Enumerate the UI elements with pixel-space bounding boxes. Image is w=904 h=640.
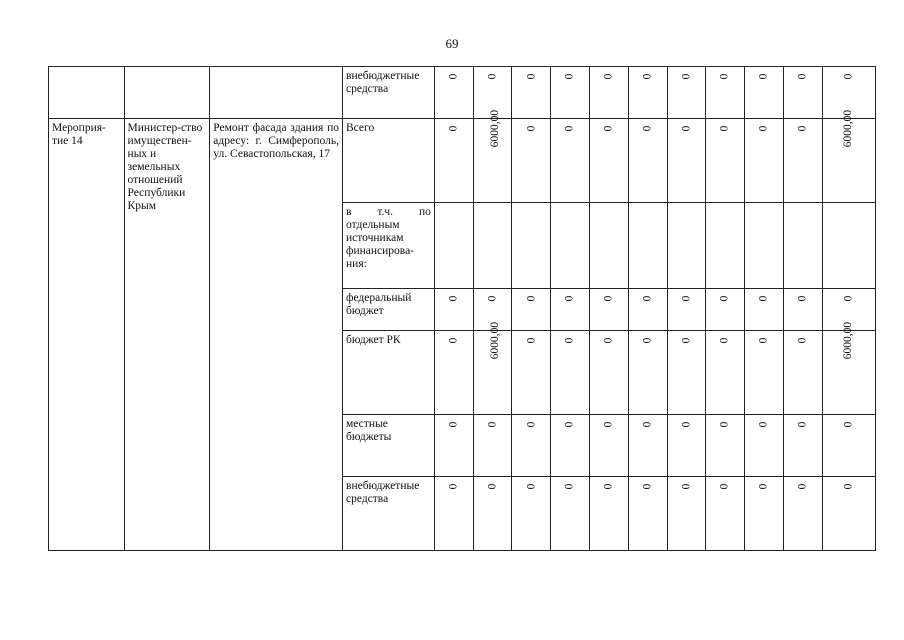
value-text: 0: [796, 73, 809, 80]
value-cell: [706, 289, 745, 331]
value-text: 0: [447, 483, 460, 490]
value-cell: [590, 119, 629, 203]
empty-cell: [210, 67, 343, 119]
value-text: 0: [447, 125, 460, 132]
value-cell: [667, 289, 706, 331]
value-text: 0: [757, 337, 770, 344]
value-cell: [590, 289, 629, 331]
value-text: 0: [680, 125, 693, 132]
funding-source-cell: бюджет РК: [343, 331, 435, 415]
value-text: 0: [602, 295, 615, 302]
value-text: 0: [524, 337, 537, 344]
value-text: 0: [718, 125, 731, 132]
value-cell: [745, 203, 784, 289]
value-text: 0: [796, 337, 809, 344]
description-cell: Ремонт фасада здания по адресу: г. Симферополь, ул. Севастопольская, 17: [210, 119, 343, 551]
value-cell: [434, 289, 473, 331]
value-text: 0: [486, 295, 499, 302]
value-text: 0: [563, 483, 576, 490]
value-text: 6000,00: [842, 109, 855, 148]
value-text: 0: [563, 73, 576, 80]
value-cell: [784, 203, 823, 289]
funding-source-cell: внебюджетные средства: [343, 67, 435, 119]
value-text: 0: [447, 421, 460, 428]
value-text: 0: [524, 125, 537, 132]
value-text: 0: [680, 421, 693, 428]
value-text: 0: [563, 125, 576, 132]
value-cell: [551, 477, 590, 551]
value-cell: [628, 289, 667, 331]
value-cell: [551, 203, 590, 289]
value-cell: [473, 477, 512, 551]
value-cell: [745, 415, 784, 477]
value-text: 0: [524, 483, 537, 490]
budget-table: [48, 66, 876, 551]
value-cell: [667, 415, 706, 477]
value-text: 0: [757, 73, 770, 80]
value-text: 6000,00: [488, 321, 501, 360]
value-cell: [473, 203, 512, 289]
value-cell: [551, 119, 590, 203]
page-number: 69: [445, 36, 459, 51]
value-cell: [551, 289, 590, 331]
value-text: 0: [524, 421, 537, 428]
value-cell: [667, 203, 706, 289]
value-text: 0: [718, 421, 731, 428]
value-cell: [822, 109, 875, 203]
value-text: 0: [796, 125, 809, 132]
value-text: 0: [680, 295, 693, 302]
value-cell: [667, 331, 706, 415]
value-text: 0: [641, 337, 654, 344]
value-cell: [512, 477, 551, 551]
value-cell: [745, 331, 784, 415]
table-row: [49, 67, 876, 119]
value-cell: [434, 119, 473, 203]
value-cell: [590, 67, 629, 119]
value-text: 0: [602, 483, 615, 490]
value-text: 0: [524, 73, 537, 80]
value-cell: [784, 67, 823, 119]
value-cell: [706, 119, 745, 203]
value-text: 0: [718, 337, 731, 344]
value-cell: [745, 67, 784, 119]
table-row: [49, 119, 876, 203]
value-cell: [784, 477, 823, 551]
funding-source-cell: Всего: [343, 119, 435, 203]
value-cell: [434, 67, 473, 119]
value-cell: [745, 119, 784, 203]
value-text: 0: [757, 295, 770, 302]
empty-cell: [124, 67, 210, 119]
value-text: 0: [447, 337, 460, 344]
value-cell: [434, 331, 473, 415]
value-cell: [822, 415, 875, 477]
value-text: 0: [757, 483, 770, 490]
value-cell: [667, 119, 706, 203]
value-cell: [434, 477, 473, 551]
value-text: 0: [718, 483, 731, 490]
value-text: 0: [842, 73, 855, 80]
value-text: 0: [563, 337, 576, 344]
value-text: 0: [718, 295, 731, 302]
value-cell: [628, 203, 667, 289]
empty-cell: [49, 67, 125, 119]
value-text: 0: [486, 73, 499, 80]
value-text: 0: [602, 337, 615, 344]
value-text: 0: [447, 73, 460, 80]
value-text: 0: [680, 73, 693, 80]
value-cell: [512, 203, 551, 289]
value-text: 0: [486, 421, 499, 428]
value-cell: [667, 477, 706, 551]
value-cell: [822, 321, 875, 415]
value-text: 0: [602, 125, 615, 132]
value-cell: [473, 109, 512, 203]
value-text: 6000,00: [842, 321, 855, 360]
value-text: 0: [796, 421, 809, 428]
value-cell: [512, 415, 551, 477]
funding-source-cell: внебюджетные средства: [343, 477, 435, 551]
value-text: 0: [796, 295, 809, 302]
value-cell: [628, 119, 667, 203]
value-cell: [706, 477, 745, 551]
value-cell: [551, 67, 590, 119]
value-cell: [590, 415, 629, 477]
value-cell: [822, 477, 875, 551]
value-cell: [628, 477, 667, 551]
value-cell: [706, 415, 745, 477]
value-cell: [512, 67, 551, 119]
value-text: 0: [757, 421, 770, 428]
value-text: 0: [563, 295, 576, 302]
value-text: 0: [796, 483, 809, 490]
value-text: 6000,00: [488, 109, 501, 148]
value-cell: [551, 331, 590, 415]
value-cell: [784, 331, 823, 415]
value-cell: [434, 415, 473, 477]
value-text: 0: [757, 125, 770, 132]
value-text: 0: [486, 483, 499, 490]
value-cell: [473, 321, 512, 415]
value-cell: [784, 289, 823, 331]
value-text: 0: [641, 421, 654, 428]
value-text: 0: [842, 483, 855, 490]
value-cell: [512, 331, 551, 415]
value-cell: [667, 67, 706, 119]
value-text: 0: [680, 337, 693, 344]
value-cell: [784, 415, 823, 477]
value-cell: [745, 289, 784, 331]
value-cell: [628, 331, 667, 415]
value-cell: [473, 415, 512, 477]
value-cell: [745, 477, 784, 551]
value-cell: [706, 331, 745, 415]
value-text: 0: [641, 483, 654, 490]
event-name-cell: Мероприя-тие 14: [49, 119, 125, 551]
value-cell: [706, 67, 745, 119]
value-text: 0: [842, 295, 855, 302]
value-text: 0: [447, 295, 460, 302]
value-text: 0: [842, 421, 855, 428]
value-cell: [628, 415, 667, 477]
funding-source-cell: федеральный бюджет: [343, 289, 435, 331]
value-text: 0: [718, 73, 731, 80]
value-cell: [512, 119, 551, 203]
value-cell: [512, 289, 551, 331]
value-cell: [551, 415, 590, 477]
table-body: [49, 67, 876, 551]
value-cell: [590, 331, 629, 415]
value-text: 0: [563, 421, 576, 428]
value-text: 0: [602, 73, 615, 80]
value-text: 0: [524, 295, 537, 302]
value-text: 0: [641, 295, 654, 302]
value-cell: [822, 203, 875, 289]
value-cell: [784, 119, 823, 203]
value-text: 0: [641, 73, 654, 80]
value-cell: [706, 203, 745, 289]
value-text: 0: [641, 125, 654, 132]
executor-cell: Министер-ство имуществен-ных и земельных отношений Республики Крым: [124, 119, 210, 551]
funding-source-cell: местные бюджеты: [343, 415, 435, 477]
value-text: 0: [680, 483, 693, 490]
funding-source-cell: в т.ч. по отдельным источникам финансирова-ния:: [343, 203, 435, 289]
value-cell: [434, 203, 473, 289]
value-cell: [590, 203, 629, 289]
value-text: 0: [602, 421, 615, 428]
value-cell: [628, 67, 667, 119]
value-cell: [590, 477, 629, 551]
